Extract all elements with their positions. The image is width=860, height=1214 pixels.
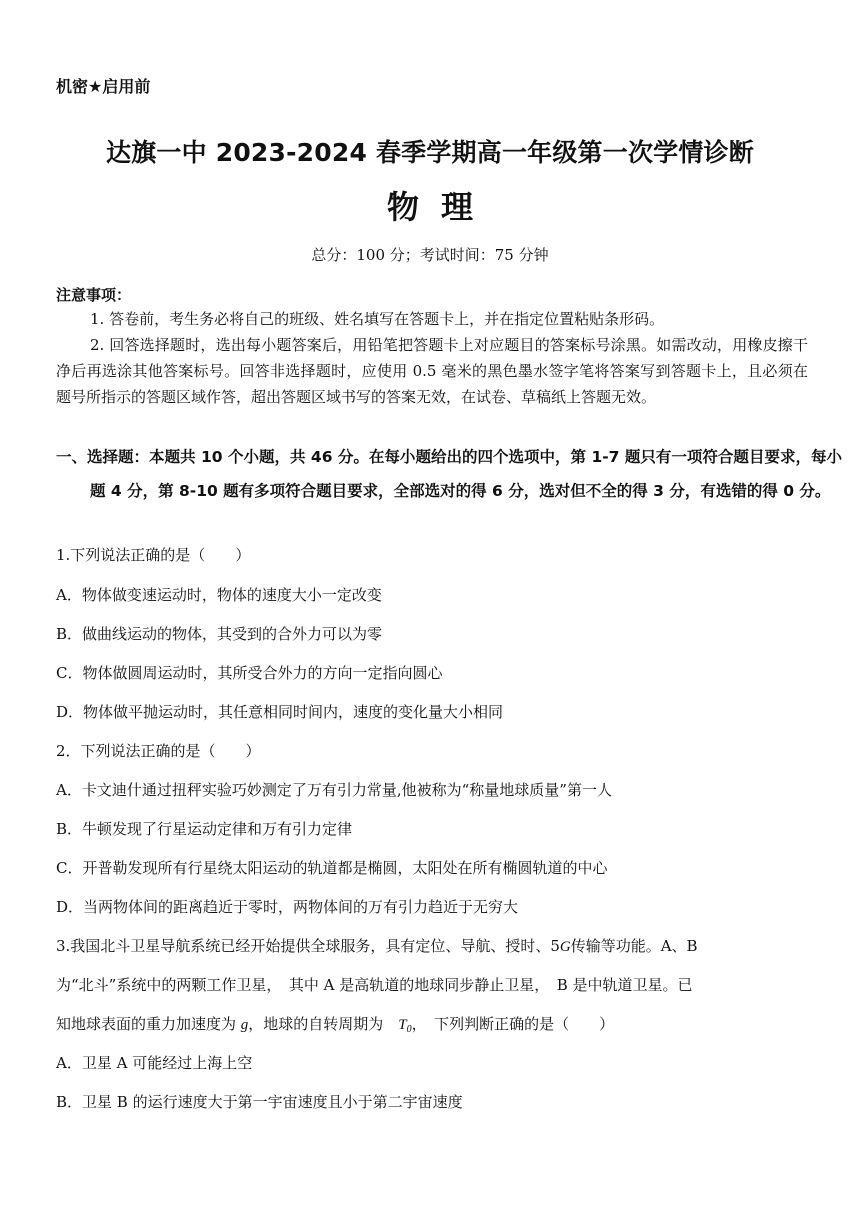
q2-option-d: D．当两物体间的距离趋近于零时，两物体间的万有引力趋近于无穷大 [56,898,519,916]
q3-symbol-g: G [559,939,571,955]
q1-option-d: D．物体做平抛运动时，其任意相同时间内，速度的变化量大小相同 [56,703,504,721]
exam-title: 达旗一中 2023-2024 春季学期高一年级第一次学情诊断 [106,138,754,167]
q3-symbol-t-subscript: 0 [406,1024,412,1035]
q3-text: 知地球表面的重力加速度为 [56,1015,241,1033]
q1-stem: 1.下列说法正确的是（ ） [56,546,251,564]
section-1-heading: 一、选择题：本题共 10 个小题，共 46 分。在每小题给出的四个选项中，第 1-7 题只有一项符合题目要求，每小题 4 分，第 8-10 题有多项符合题目要求，全部选对的得 6 分，选对但不全的得 3 分，有选错的得 0 分。 [56,448,842,500]
q3-text: ，地球的自转周期为 [248,1015,399,1033]
q3-symbol-g-gravity: g [240,1017,249,1033]
q2-stem: 2．下列说法正确的是（ ） [56,742,261,760]
subject-title: 物理 [386,188,495,226]
q3-stem-line-2: 为“北斗”系统中的两颗工作卫星， 其中 A 是高轨道的地球同步静止卫星， B 是中轨道卫星。已 [56,976,693,994]
notice-item-1: 1. 答卷前，考生务必将自己的班级、姓名填写在答题卡上，并在指定位置粘贴条形码。 [90,310,665,328]
q1-option-a: A．物体做变速运动时，物体的速度大小一定改变 [56,586,382,604]
q3-option-b: B．卫星 B 的运行速度大于第一宇宙速度且小于第二宇宙速度 [56,1093,463,1111]
q2-option-a: A．卡文迪什通过扭秤实验巧妙测定了万有引力常量,他被称为“称量地球质量”第一人 [56,781,612,799]
q3-option-a: A．卫星 A 可能经过上海上空 [56,1054,253,1072]
confidential-label: 机密★启用前 [56,77,151,96]
q3-stem-line-3 [56,1013,614,1035]
notice-heading: 注意事项： [56,286,132,304]
q3-symbol-t: T [398,1017,407,1033]
q1-option-b: B．做曲线运动的物体，其受到的合外力可以为零 [56,625,383,643]
q3-text: ， 下列判断正确的是（ ） [411,1015,615,1033]
notice-item-2: 2. 回答选择题时，选出每小题答案后，用铅笔把答题卡上对应题目的答案标号涂黑。如需改动，用橡皮擦干净后再选涂其他答案标号。回答非选择题时，应使用 0.5 毫米的黑色墨水签字笔将答案写到答题卡上，且必须在题号所指示的答题区域作答，超出答题区域书写的答案无效，在试卷、草稿纸上答题无效。 [56,336,808,406]
q2-option-c: C．开普勒发现所有行星绕太阳运动的轨道都是椭圆，太阳处在所有椭圆轨道的中心 [56,859,608,877]
q3-text: 3.我国北斗卫星导航系统已经开始提供全球服务，具有定位、导航、授时、5 [56,937,560,955]
q2-option-b: B．牛顿发现了行星运动定律和万有引力定律 [56,820,353,838]
q3-text: 传输等功能。A、B [570,937,698,955]
q3-stem-line-1 [56,935,698,956]
exam-info: 总分：100 分；考试时间：75 分钟 [311,246,549,264]
q1-option-c: C．物体做圆周运动时，其所受合外力的方向一定指向圆心 [56,664,443,682]
